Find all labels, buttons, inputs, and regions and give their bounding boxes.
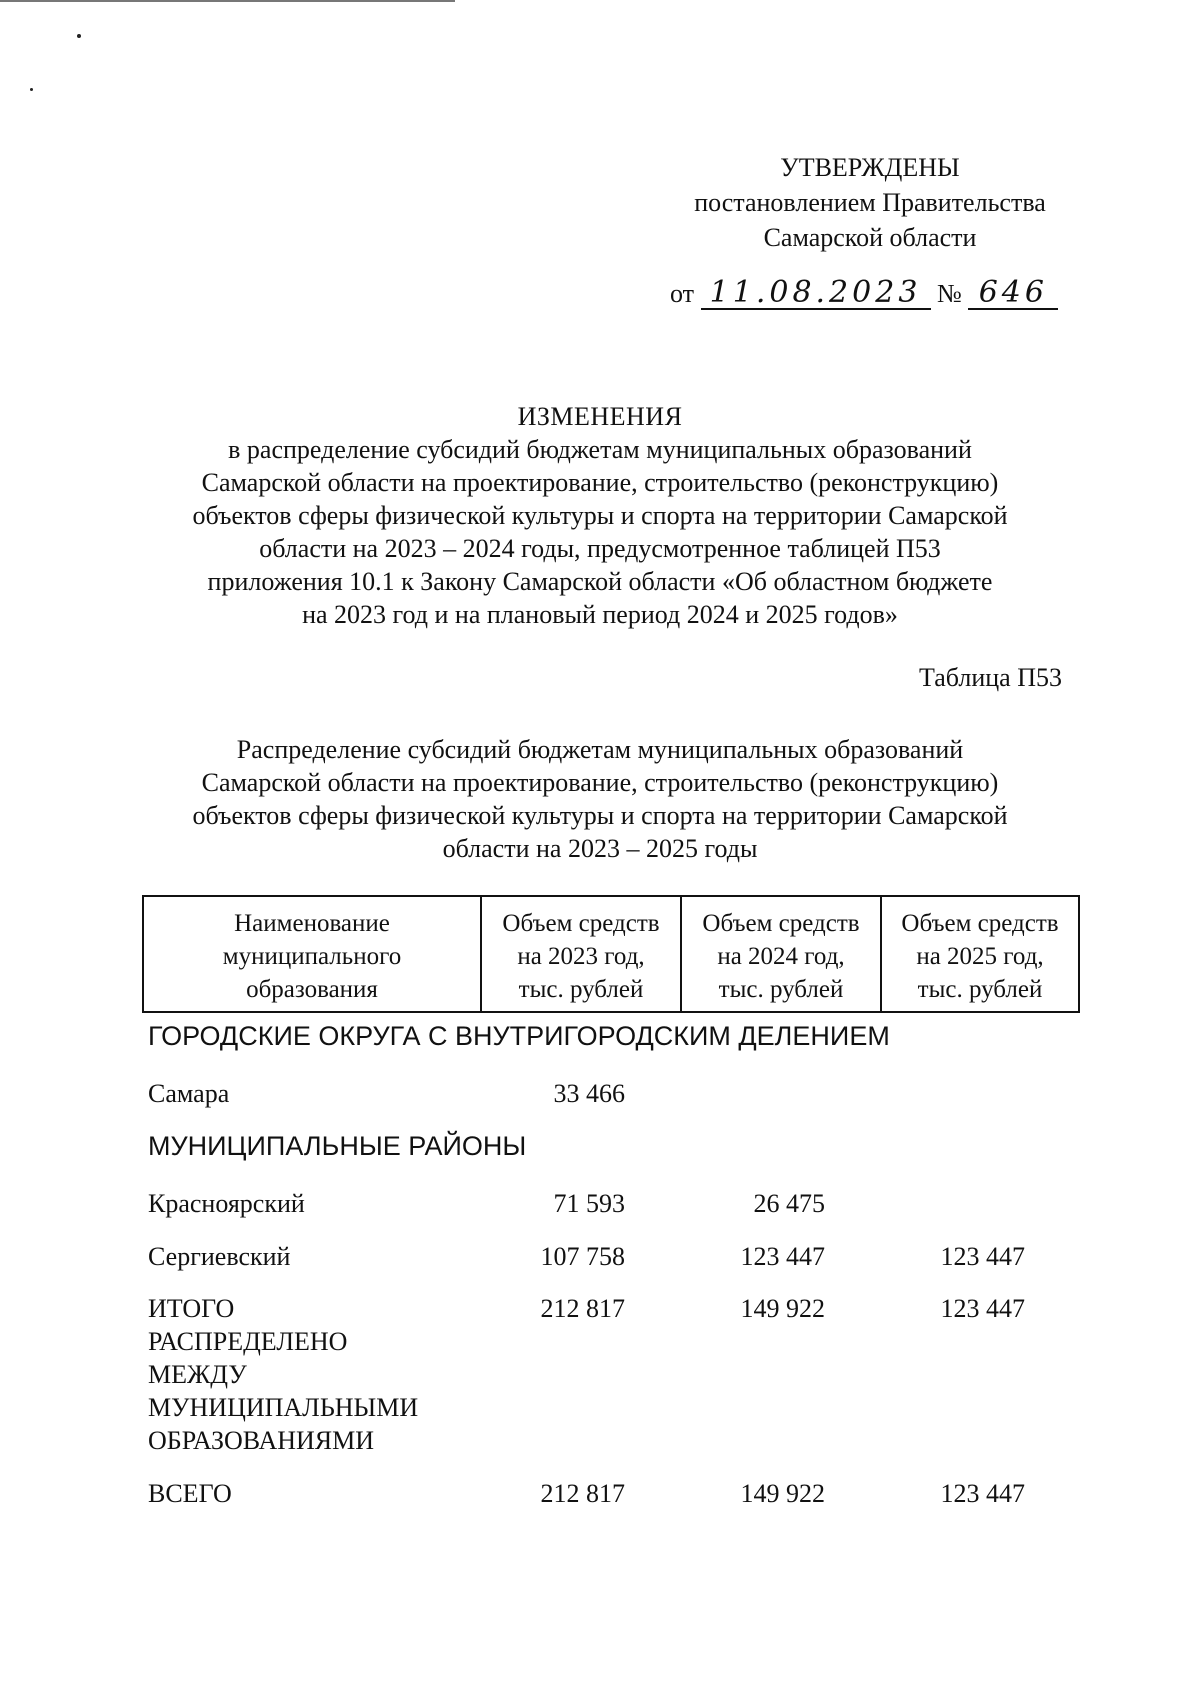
row-grand-total-2024: 149 922 [740,1479,825,1508]
total-name-line: ИТОГО [148,1294,235,1323]
header-cell-2023 [480,897,680,1011]
total-name-line: РАСПРЕДЕЛЕНО [148,1327,348,1356]
row-sergievsky-2024: 123 447 [740,1242,825,1271]
table-title-line: Самарской области на проектирование, строительство (реконструкцию) [201,768,999,797]
header-line: тыс. рублей [917,976,1043,1003]
document-title: ИЗМЕНЕНИЯ [517,402,683,431]
row-total-distributed-2024: 149 922 [740,1294,825,1323]
row-name-sergievsky: Сергиевский [148,1242,291,1271]
heading-line: области на 2023 – 2024 годы, предусмотренное таблицей П53 [259,534,941,563]
row-sergievsky-2025: 123 447 [940,1242,1025,1271]
header-line: тыс. рублей [518,976,644,1003]
row-total-distributed-2025: 123 447 [940,1294,1025,1323]
header-line: тыс. рублей [718,976,844,1003]
table-title-line: области на 2023 – 2025 годы [442,834,758,863]
row-grand-total-2023: 212 817 [540,1479,625,1508]
approval-line: УТВЕРЖДЕНЫ [780,153,960,182]
header-line: Объем средств [901,910,1059,937]
row-sergievsky-2023: 107 758 [540,1242,625,1271]
row-name-total-distributed [148,1292,418,1457]
table-title-line: Распределение субсидий бюджетам муниципальных образований [236,735,964,764]
approval-line: постановлением Правительства [694,188,1046,217]
approval-line: Самарской области [763,223,977,252]
row-krasnoyarsky-2023: 71 593 [553,1189,625,1218]
decree-number-handwritten: 646 [968,278,1058,310]
heading-line: объектов сферы физической культуры и спорта на территории Самарской [192,501,1008,530]
heading-line: приложения 10.1 к Закону Самарской области «Об областном бюджете [207,567,993,596]
table-label: Таблица П53 [919,663,1062,692]
header-line: Объем средств [502,910,660,937]
total-name-line: МУНИЦИПАЛЬНЫМИ [148,1393,419,1422]
heading-line: на 2023 год и на плановый период 2024 и 2025 годов» [302,600,898,629]
header-cell-2025 [880,897,1078,1011]
approval-block [640,150,1100,255]
row-grand-total-2025: 123 447 [940,1479,1025,1508]
section-title-city-districts: ГОРОДСКИЕ ОКРУГА С ВНУТРИГОРОДСКИМ ДЕЛЕНИЕМ [148,1021,890,1051]
header-line: Наименование [234,910,390,937]
header-line: на 2025 год, [916,943,1044,970]
header-line: образования [246,976,378,1003]
scan-edge-line [0,0,455,2]
total-name-line: ОБРАЗОВАНИЯМИ [148,1426,375,1455]
decree-from-label: от [670,279,695,308]
decree-date-handwritten: 11.08.2023 [701,278,931,310]
row-krasnoyarsky-2024: 26 475 [753,1189,825,1218]
row-samara-2023: 33 466 [553,1079,625,1108]
scan-speck [77,34,81,38]
table-title [140,733,1060,865]
table-title-line: объектов сферы физической культуры и спорта на территории Самарской [192,801,1008,830]
section-title-municipal-districts: МУНИЦИПАЛЬНЫЕ РАЙОНЫ [148,1131,527,1161]
header-line: муниципального [222,943,402,970]
header-cell-2024 [680,897,880,1011]
header-line: Объем средств [702,910,860,937]
heading-line: в распределение субсидий бюджетам муниципальных образований [228,435,972,464]
header-cell-municipality [144,897,480,1011]
row-name-samara: Самара [148,1079,230,1108]
header-line: на 2023 год, [517,943,645,970]
header-line: на 2024 год, [717,943,845,970]
decree-reference [670,275,1058,310]
total-name-line: МЕЖДУ [148,1360,247,1389]
changes-heading [140,400,1060,631]
table-header [142,895,1080,1013]
decree-number-label: № [937,279,962,308]
row-name-krasnoyarsky: Красноярский [148,1189,305,1218]
heading-line: Самарской области на проектирование, строительство (реконструкцию) [201,468,999,497]
row-total-distributed-2023: 212 817 [540,1294,625,1323]
row-name-grand-total: ВСЕГО [148,1479,232,1508]
scan-speck [30,88,33,91]
